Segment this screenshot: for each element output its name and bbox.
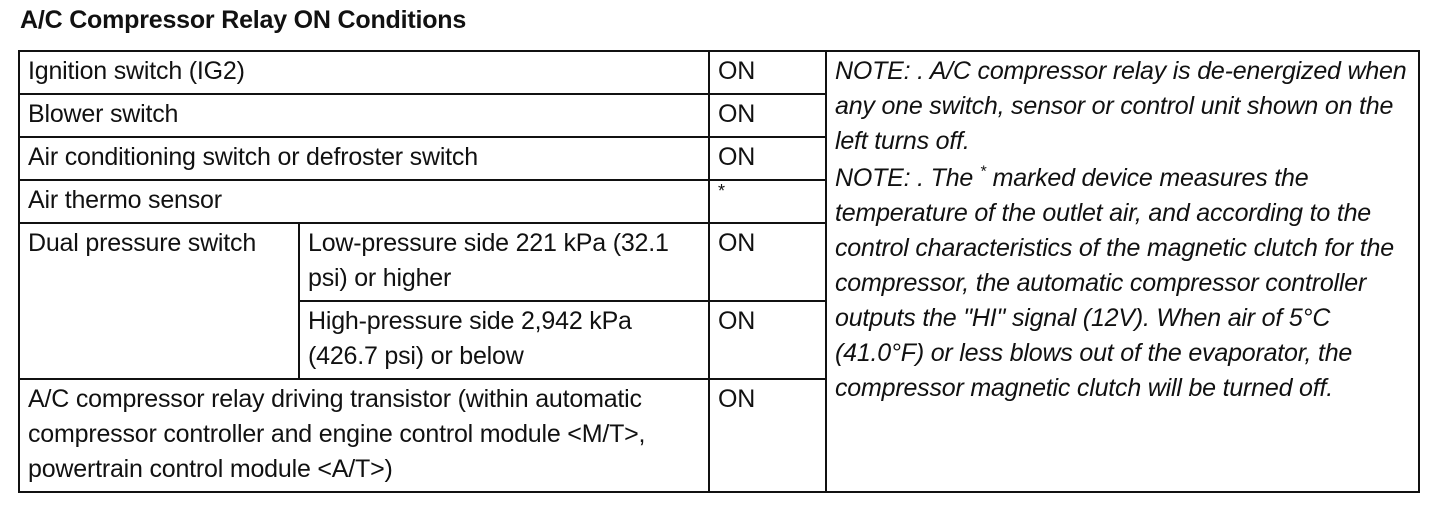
condition-label: Blower switch	[19, 94, 709, 137]
condition-state	[709, 180, 826, 223]
condition-state: ON	[709, 137, 826, 180]
condition-state: ON	[709, 94, 826, 137]
note-2	[835, 161, 1410, 406]
condition-label: Air thermo sensor	[19, 180, 709, 223]
asterisk-mark: *	[718, 181, 725, 201]
condition-label: Ignition switch (IG2)	[19, 51, 709, 94]
condition-label: A/C compressor relay driving transistor (within automatic compressor controller and engine control module <M/T>, powertrain control module <A/T>)	[19, 379, 709, 492]
condition-state: ON	[709, 51, 826, 94]
note-2-star: *	[979, 163, 986, 181]
page-title: A/C Compressor Relay ON Conditions	[20, 6, 467, 34]
conditions-table	[18, 50, 1420, 493]
note-2-start: NOTE: . The	[835, 164, 974, 192]
condition-label: Air conditioning switch or defroster switch	[19, 137, 709, 180]
condition-state: ON	[709, 379, 826, 492]
note-2-rest: marked device measures the temperature of the outlet air, and according to the control characteristics of the magnetic clutch for the compressor, the automatic compressor controller outputs the "HI" signal (12V). When air of 5°C (41.0°F) or less blows out of the evaporator, the compressor magnetic clutch will be turned off.	[835, 164, 1394, 402]
condition-label: Dual pressure switch	[19, 223, 299, 379]
note-1: NOTE: . A/C compressor relay is de-energized when any one switch, sensor or control unit shown on the left turns off.	[835, 57, 1407, 155]
condition-sublabel: High-pressure side 2,942 kPa (426.7 psi) or below	[299, 301, 709, 379]
notes-cell	[826, 51, 1419, 492]
table-row	[19, 51, 1419, 94]
condition-sublabel: Low-pressure side 221 kPa (32.1 psi) or higher	[299, 223, 709, 301]
condition-state: ON	[709, 301, 826, 379]
condition-state: ON	[709, 223, 826, 301]
